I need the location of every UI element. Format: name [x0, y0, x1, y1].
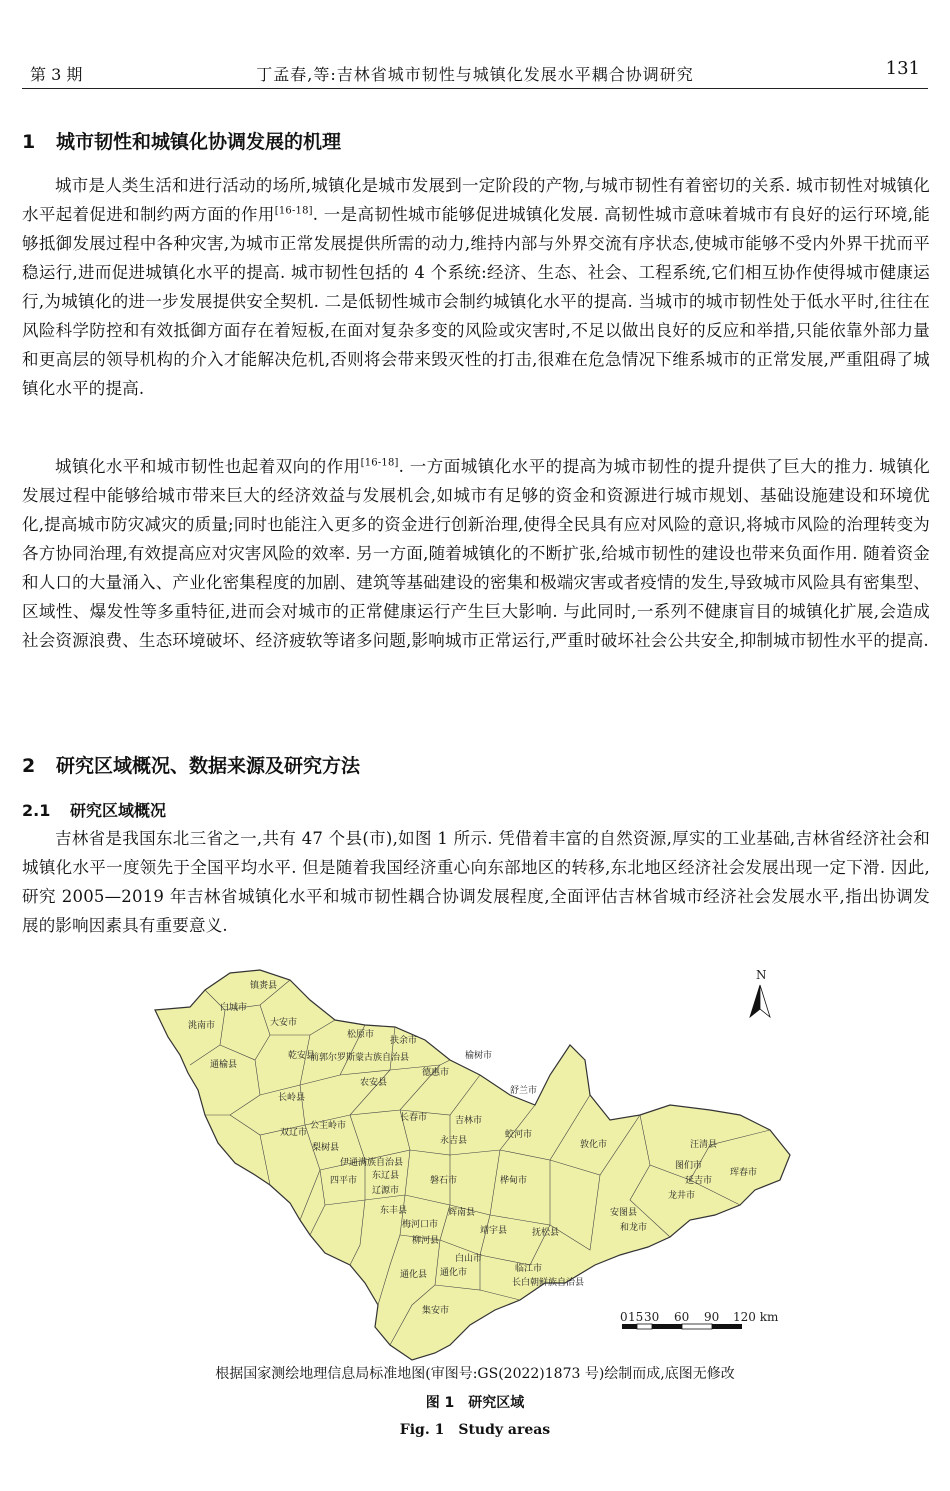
page-number: 131 [885, 58, 920, 79]
map-label: 松原市 [347, 1030, 375, 1040]
map-label: 镇赉县 [250, 981, 278, 991]
section-heading [22, 127, 341, 154]
citation: [16-18] [274, 205, 313, 217]
map-label: 前郭尔罗斯蒙古族自治县 [310, 1053, 410, 1063]
map-label: 东辽县 [372, 1171, 400, 1181]
scale-tick-label: 15 [628, 1310, 644, 1324]
map-label: 珲春市 [730, 1168, 758, 1178]
map-label: 长白朝鲜族自治县 [512, 1278, 585, 1288]
section-number: 1 [22, 131, 36, 153]
map-label: 汪清县 [690, 1140, 718, 1150]
scale-tick-label: 0 [620, 1310, 628, 1324]
map-label: 大安市 [270, 1018, 298, 1028]
body-paragraph: 城镇化水平和城市韧性也起着双向的作用[16-18]. 一方面城镇化水平的提高为城市韧性的提升提供了巨大的推力. 城镇化发展过程中能够给城市带来巨大的经济效益与发展机会,如城市有足够的资金和资源进行城市规划、基础设施建设和环境优化,提高城市防灾减灾的质量;同时也能注入更多的资金进行创新治理,使得全民具有应对风险的意识,将城市风险的治理转变为各方协同治理,有效提高应对灾害风险的效率. 另一方面,随着城镇化的不断扩张,给城市韧性的建设也带来负面作用. 随着资金和人口的大量涌入、产业化密集程度的加剧、建筑等基础建设的密集和极端灾害或者疫情的发生,导致城市风险具有密集型、区域性、爆发性等多重特征,进而会对城市的正常健康运行产生巨大影响. 与此同时,一系列不健康盲目的城镇化扩展,会造成社会资源浪费、生态环境破坏、经济疲软等诸多问题,影响城市正常运行,严重时破坏社会公共安全,抑制城市韧性水平的提高. [22, 457, 930, 650]
map-label: 白城市 [220, 1003, 248, 1013]
map-label: 图们市 [675, 1161, 703, 1171]
map-label: 临江市 [515, 1264, 543, 1274]
map-label: 辽源市 [372, 1186, 400, 1196]
citation: [16-18] [360, 457, 399, 469]
map-label: 安图县 [610, 1208, 638, 1218]
map-label: 农安县 [360, 1078, 388, 1088]
map-label: 敦化市 [580, 1140, 608, 1150]
map-label: 长岭县 [278, 1093, 306, 1103]
map-label: 乾安县 [288, 1051, 316, 1061]
map-label: 延吉市 [685, 1176, 713, 1186]
map-label: 扶余市 [390, 1036, 418, 1046]
map-label: 靖宇县 [480, 1226, 508, 1236]
map-label: 通榆县 [210, 1060, 238, 1070]
section-number: 2 [22, 755, 36, 777]
scale-tick-label: 30 [644, 1310, 660, 1324]
figure-caption-cn: 图 1 研究区域 [425, 1395, 525, 1411]
map-label: 永吉县 [440, 1136, 468, 1146]
map-label: 通化市 [440, 1268, 468, 1278]
map-label: 公主岭市 [310, 1121, 347, 1131]
issue-number: 第 3 期 [30, 65, 83, 84]
map-label: 辉南县 [448, 1208, 476, 1218]
scale-tick-label: 60 [674, 1310, 690, 1324]
north-arrow [750, 968, 770, 1017]
running-title: 丁孟春,等:吉林省城市韧性与城镇化发展水平耦合协调研究 [256, 65, 694, 84]
subsection-title: 研究区域概况 [70, 801, 167, 820]
subsection-heading [22, 798, 166, 821]
map-label: 龙井市 [668, 1191, 696, 1201]
body-paragraph: 吉林省是我国东北三省之一,共有 47 个县(市),如图 1 所示. 凭借着丰富的自然资源,厚实的工业基础,吉林省经济社会和城镇化水平一度领先于全国平均水平. 但是随着我国经济重心向东部地区的转移,东北地区经济社会发展出现一定下滑. 因此,研究 2005—2019 年吉林省城镇化水平和城市韧性耦合协调发展程度,全面评估吉林省城市经济社会发展水平,指出协调发展的影响因素具有重要意义. [22, 829, 930, 935]
section-heading [22, 751, 360, 778]
map-label: 舒兰市 [510, 1086, 538, 1096]
scale-bar [620, 1310, 779, 1329]
map-label: 抚松县 [532, 1228, 560, 1238]
section-title: 研究区域概况、数据来源及研究方法 [56, 755, 361, 777]
map-label: 榆树市 [465, 1051, 493, 1061]
scale-tick-label: 90 [704, 1310, 720, 1324]
map-label: 通化县 [400, 1270, 428, 1280]
map-label: 吉林市 [455, 1116, 483, 1126]
map-label: 东丰县 [380, 1206, 408, 1216]
map-label: 白山市 [455, 1254, 483, 1264]
map-label: 和龙市 [620, 1223, 648, 1233]
map-label: 德惠市 [422, 1068, 450, 1078]
map-label: 柳河县 [412, 1236, 440, 1246]
running-header [22, 58, 928, 89]
map-label: 梨树县 [312, 1143, 340, 1153]
map-label: 四平市 [330, 1176, 358, 1186]
map-label: 磐石市 [430, 1176, 458, 1186]
figure-source-note: 根据国家测绘地理信息局标准地图(审图号:GS(2022)1873 号)绘制而成,底图无修改 [215, 1366, 735, 1382]
north-label: N [756, 968, 767, 982]
map-label: 伊通满族自治县 [340, 1158, 404, 1168]
section-title: 城市韧性和城镇化协调发展的机理 [56, 131, 342, 153]
scale-tick-label: 120 km [733, 1310, 779, 1324]
figure-caption-en: Fig. 1 Study areas [399, 1422, 551, 1438]
study-area-map [150, 965, 800, 1365]
map-label: 洮南市 [188, 1021, 216, 1031]
map-label: 集安市 [422, 1306, 450, 1316]
map-label: 双辽市 [280, 1128, 308, 1138]
map-label: 梅河口市 [402, 1220, 439, 1230]
map-label: 长春市 [400, 1113, 428, 1123]
body-paragraph: 城市是人类生活和进行活动的场所,城镇化是城市发展到一定阶段的产物,与城市韧性有着密切的关系. 城市韧性对城镇化水平起着促进和制约两方面的作用[16-18]. 一是高韧性城市能够促进城镇化发展. 高韧性城市意味着城市有良好的运行环境,能够抵御发展过程中各种灾害,为城市正常发展提供所需的动力,维持内部与外界交流有序状态,使城市能够不受内外界干扰而平稳运行,进而促进城镇化水平的提高. 城市韧性包括的 4 个系统:经济、生态、社会、工程系统,它们相互协作使得城市健康运行,为城镇化的进一步发展提供安全契机. 二是低韧性城市会制约城镇化水平的提高. 当城市的城市韧性处于低水平时,往往在风险科学防控和有效抵御方面存在着短板,在面对复杂多变的风险或灾害时,不足以做出良好的反应和举措,只能依靠外部力量和更高层的领导机构的介入才能解决危机,否则将会带来毁灭性的打击,很难在危急情况下维系城市的正常发展,严重阻碍了城镇化水平的提高. [22, 176, 930, 398]
subsection-number: 2.1 [22, 801, 51, 820]
map-label: 蛟河市 [505, 1130, 533, 1140]
map-label: 桦甸市 [500, 1176, 528, 1186]
